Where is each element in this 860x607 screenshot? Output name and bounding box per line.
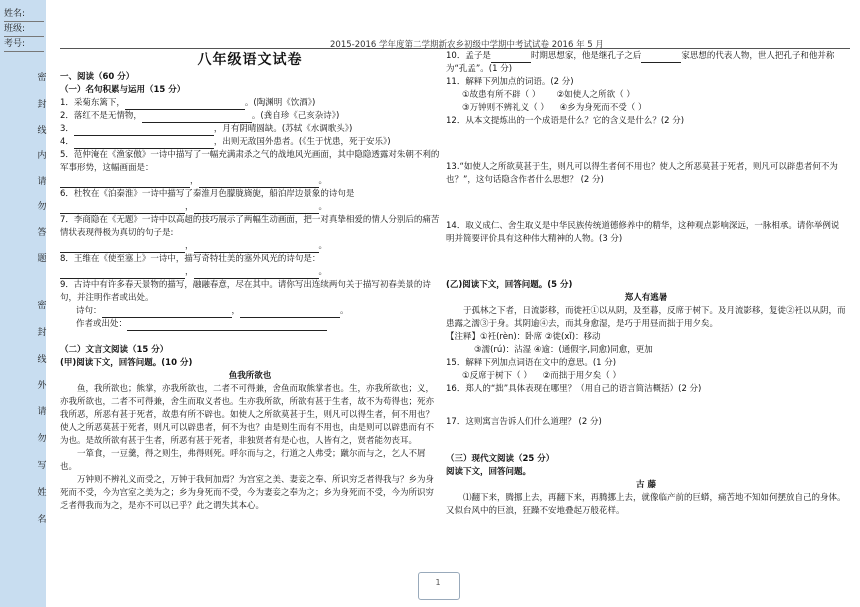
reading-instruction: (甲)阅读下文，回答问题。(10 分) <box>60 358 193 368</box>
seal-char: 线 <box>37 355 47 365</box>
question-5: 5．范仲淹在《渔家傲》一诗中描写了一幅充满肃杀之气的战地风光画面，其中隐隐透露对朱朝不利的军事形势，这幅画面是： <box>60 150 440 173</box>
passage-title: 古 藤 <box>636 480 656 490</box>
question-4: 4． ，出则无敌国外患者。(《生于忧患，死于安乐》) <box>60 137 391 147</box>
seal-char: 密 <box>37 301 47 311</box>
header-rule <box>60 48 850 49</box>
question-7: 7．李商隐在《无题》一诗中以高超的技巧展示了两幅生动画面，把一对真挚相爱的情人分别后的痛苦情状表现得极为真切的句子是: <box>60 215 440 238</box>
question-3: 3． ，月有阴晴圆缺。(苏轼《水调歌头》) <box>60 124 353 134</box>
poem-answer-line: 诗句： ， 。 <box>76 306 349 316</box>
seal-char: 内 <box>37 151 47 161</box>
q15-items: ①反席于树下（ ） ②而拙于用夕矣（ ） <box>462 371 621 381</box>
passage-paragraph: 鱼，我所欲也；熊掌，亦我所欲也，二者不可得兼，舍鱼而取熊掌者也。生，亦我所欲也；义，亦我所欲也，二者不可得兼，舍生而取义者也。生亦我所欲，所欲有甚于生者，故不为苟得也；死亦我所恶，所恶有甚于死者，故患有所不辟也。如使人之所欲莫甚于生，则凡可以得生者，何不用也？使人之所恶莫甚于死者，则凡可以辟患者，何不为也？由是则生而有不用也，由是则可以辟患而有不为也。是故所欲有甚于生者，所恶有甚于死者，非独贤者有是心也，人皆有之，贤者能勿丧耳。 <box>60 384 435 446</box>
subsection-heading: （二）文言文阅读（15 分） <box>60 345 169 355</box>
author-answer-line: 作者或出处： <box>60 318 440 331</box>
question-10: 10．孟子是 时期思想家，他是继孔子之后 家思想的代表人物，世人把孔子和他并称为“孔孟”。(1 分) <box>446 51 835 74</box>
question-14: 14．取义成仁、舍生取义是中华民族传统道德修养中的精华，这种观点影响深远，一脉相承。请你举例说明并简要评价具有这种伟大精神的人物。(3 分) <box>446 221 840 244</box>
passage-paragraph: ⑴翻下来，腾挪上去，再翻下来，再腾挪上去，就像临产前的巨蟒，痛苦地不知如何摆放自己的身体。又似台风中的巨浪，狂躁不安地叠起万般花样。 <box>446 493 846 516</box>
page-number: 1 <box>435 578 441 587</box>
page-header: 2015-2016 学年度第二学期新农乡初级中学期中考试试卷 2016 年 5 月 <box>330 40 604 50</box>
passage-title: 郑人有逃暑 <box>624 293 668 303</box>
passage-title: 鱼我所欲也 <box>228 371 272 381</box>
seal-char: 外 <box>37 381 47 391</box>
question-2: 2．落红不是无情物， 。(龚自珍《己亥杂诗》) <box>60 111 340 121</box>
seal-char: 勿 <box>37 202 47 212</box>
seal-char: 答 <box>37 228 47 238</box>
answer-line: ， 。 <box>60 175 440 188</box>
question-6: 6．杜牧在《泊秦淮》一诗中描写了秦淮月色朦胧旖旎，船泊岸边景象的诗句是 <box>60 189 355 199</box>
name-field-label: 姓名: <box>4 8 44 22</box>
section-heading: （三）现代文阅读（25 分） <box>446 454 555 464</box>
right-column <box>446 50 846 518</box>
reading-instruction: (乙)阅读下文，回答问题。(5 分) <box>446 280 573 290</box>
seal-char: 封 <box>37 100 47 110</box>
seal-char: 封 <box>37 328 47 338</box>
question-9: 9．古诗中有许多春天景物的描写，融融春意，尽在其中。请你写出连续两句关于描写初春美景的诗句，并注明作者或出处。 <box>60 280 431 303</box>
seal-char: 勿 <box>37 434 47 444</box>
seal-char: 题 <box>37 254 47 264</box>
question-16: 16．郑人的“拙”具体表现在哪里？（用自己的语言简洁概括）(2 分) <box>446 384 702 394</box>
passage-paragraph: 一箪食，一豆羹，得之则生，弗得则死。呼尔而与之，行道之人弗受；蹴尔而与之，乞人不屑也。 <box>60 449 426 472</box>
seal-char: 线 <box>37 126 47 136</box>
seal-char: 写 <box>37 461 47 471</box>
left-column <box>60 54 440 513</box>
question-15: 15．解释下列加点词语在文中的意思。(1 分) <box>446 358 617 368</box>
seal-char: 姓 <box>37 488 47 498</box>
question-8: 8．王维在《使至塞上》一诗中，描写奇特壮美的塞外风光的诗句是： <box>60 254 321 264</box>
q11-items: ③万钟则不辨礼义（ ） ④乡为身死而不受（ ） <box>462 103 647 113</box>
passage-paragraph: 于孤林之下者，日流影移，而徙衽①以从阴，及至暮，反席于树下。及月流影移，复徙②衽以从阴，而患露之濡③于身。其阴逾④去，而其身愈湿，是巧于用昼而拙于用夕矣。 <box>446 306 846 329</box>
student-info-box <box>4 8 44 53</box>
subsection-heading: （一）名句积累与运用（15 分） <box>60 85 186 95</box>
annotation-notes: ③濡(rú)：沾湿 ④逾：(通假字,同愈)同愈，更加 <box>474 345 653 355</box>
class-field-label: 班级: <box>4 23 44 37</box>
seal-char: 请 <box>37 407 47 417</box>
question-11: 11．解释下列加点的词语。(2 分) <box>446 77 574 87</box>
answer-line: ， 。 <box>60 201 440 214</box>
seal-char: 请 <box>37 177 47 187</box>
annotation-notes: 【注释】①衽(rèn)：卧席 ②徙(xǐ)：移动 <box>446 332 601 342</box>
seal-char: 密 <box>37 73 47 83</box>
section-heading: 一、阅读（60 分） <box>60 72 135 82</box>
answer-line: ， 。 <box>60 240 440 253</box>
question-12: 12．从本文提炼出的一个成语是什么？它的含义是什么？(2 分) <box>446 116 685 126</box>
q11-items: ①故患有所不辟（ ） ②如使人之所欲（ ） <box>462 90 635 100</box>
exam-number-field-label: 考号: <box>4 38 44 52</box>
question-17: 17．这则寓言告诉人们什么道理？ (2 分) <box>446 417 602 427</box>
seal-char: 名 <box>37 515 47 525</box>
answer-line: ， 。 <box>60 266 440 279</box>
reading-instruction: 阅读下文，回答问题。 <box>446 467 532 477</box>
question-13: 13.“如使人之所欲莫甚于生，则凡可以得生者何不用也？使人之所恶莫甚于死者，则凡可以辟患者何不为也？”，这句话隐含作者什么思想？ (2 分) <box>446 162 838 185</box>
passage-paragraph: 万钟则不辨礼义而受之，万钟于我何加焉？为宫室之美、妻妾之奉、所识穷乏者得我与？乡为身死而不受，今为宫室之美为之；乡为身死而不受，今为妻妾之奉为之；乡为身死而不受，今为所识穷乏者得我而为之，是亦不可以已乎？此之谓失其本心。 <box>60 475 435 511</box>
exam-title: 八年级语文试卷 <box>197 52 303 68</box>
question-1: 1．采菊东篱下， 。(陶渊明《饮酒》) <box>60 98 316 108</box>
